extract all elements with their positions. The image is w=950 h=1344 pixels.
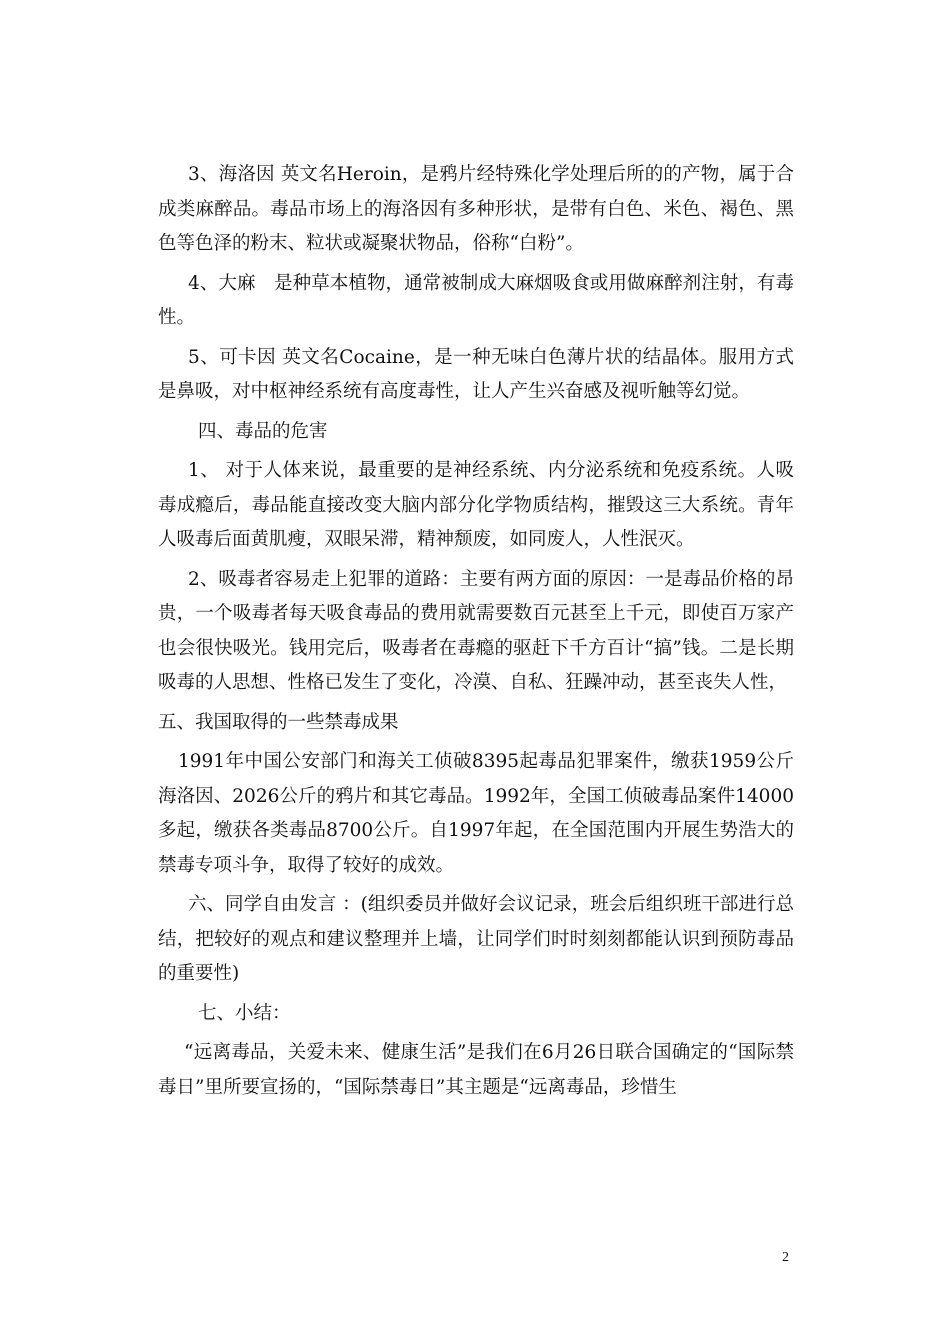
page-number: 2: [782, 1250, 789, 1265]
section-heading-summary: 七、小结：: [198, 1002, 291, 1024]
paragraph-achievements: 1991年中国公安部门和海关工侦破8395起毒品犯罪案件，缴获1959公斤海洛因、2026公斤的鸦片和其它毒品。1992年，全国工侦破毒品案件14000多起，缴获各类毒品8700公斤。自1997年起，在全国范围内开展生势浩大的禁毒专项斗争，取得了较好的成效。: [158, 751, 794, 876]
paragraph-cocaine: 5、可卡因 英文名Cocaine，是一种无味白色薄片状的结晶体。服用方式是鼻吸，对中枢神经系统有高度毒性，让人产生兴奋感及视听触等幻觉。: [158, 346, 794, 402]
paragraph-harm-body: 1、 对于人体来说，最重要的是神经系统、内分泌系统和免疫系统。人吸毒成瘾后，毒品能直接改变大脑内部分化学物质结构，摧毁这三大系统。青年人吸毒后面黄肌瘦，双眼呆滞，精神颓废，如同废人，人性泯灭。: [158, 460, 794, 550]
paragraph-cannabis: 4、大麻 是种草本植物，通常被制成大麻烟吸食或用做麻醉剂注射，有毒性。: [158, 272, 794, 328]
paragraph-summary: “远离毒品，关爱未来、健康生活”是我们在6月26日联合国确定的“国际禁毒日”里所要宣扬的，“国际禁毒日”其主题是“远离毒品，珍惜生: [158, 1042, 794, 1098]
section-student-speech: 六、同学自由发言 ：(组织委员并做好会议记录，班会后组织班干部进行总结，把较好的观点和建议整理并上墙，让同学们时时刻刻都能认识到预防毒品的重要性): [158, 894, 794, 984]
section-heading-harms: 四、毒品的危害: [198, 420, 328, 442]
paragraph-heroin: 3、海洛因 英文名Heroin，是鸦片经特殊化学处理后所的的产物，属于合成类麻醉品。毒品市场上的海洛因有多种形状，是带有白色、米色、褐色、黑色等色泽的粉末、粒状或凝聚状物品，俗称“白粉”。: [158, 164, 794, 254]
paragraph-harm-crime: 2、吸毒者容易走上犯罪的道路：主要有两方面的原因：一是毒品价格的昂贵，一个吸毒者每天吸食毒品的费用就需要数百元甚至上千元，即使百万家产也会很快吸光。钱用完后，吸毒者在毒瘾的驱赶下千方百计“搞”钱。二是长期吸毒的人思想、性格已发生了变化，冷漠、自私、狂躁冲动，甚至丧失人性，: [158, 568, 794, 693]
section-heading-achievements: 五、我国取得的一些禁毒成果: [158, 711, 399, 733]
document-body: [158, 158, 794, 1110]
